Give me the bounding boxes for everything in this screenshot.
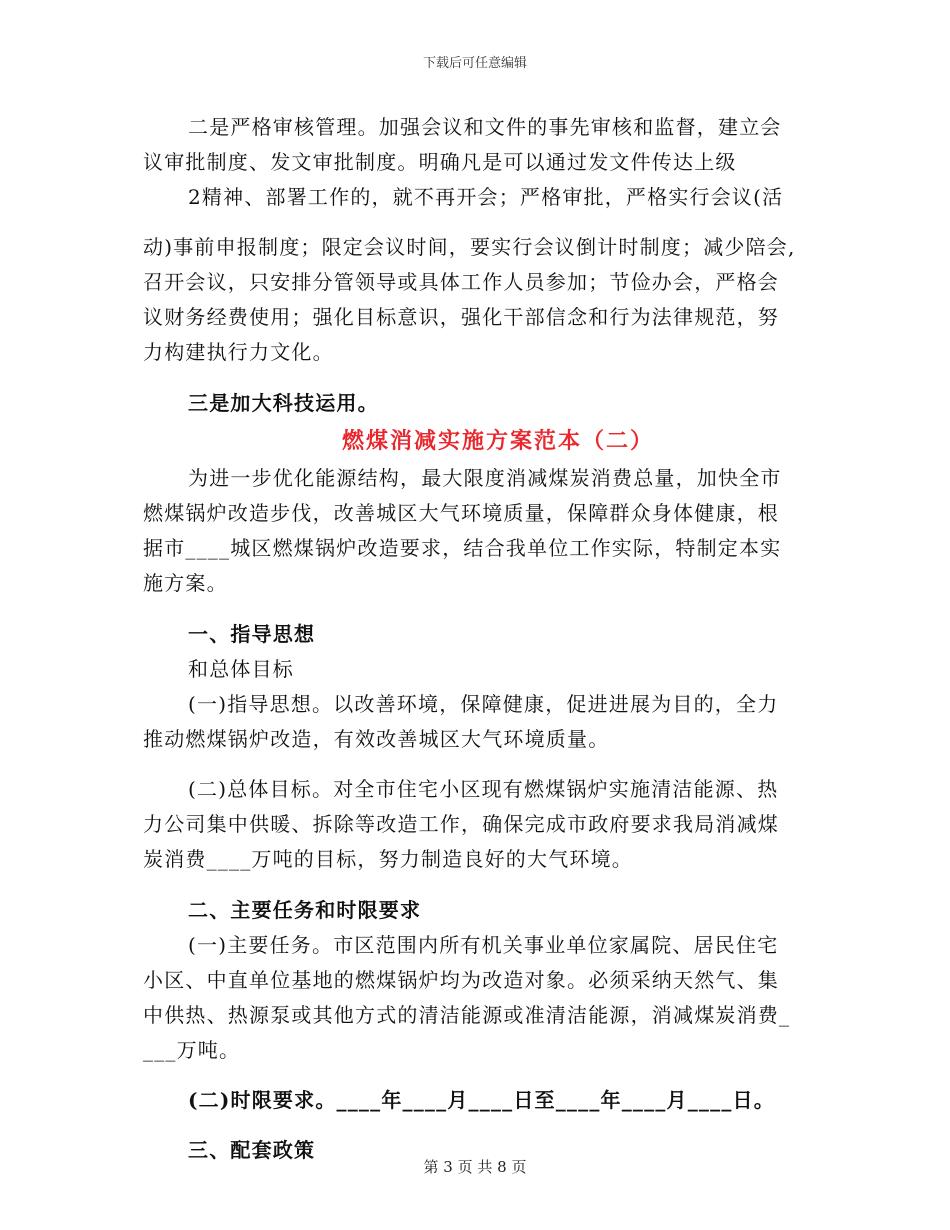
paragraph-line: 燃煤锅炉改造步伐，改善城区大气环境质量，保障群众身体健康，根: [143, 501, 779, 525]
page-number: 第 3 页 共 8 页: [423, 1158, 527, 1176]
document-title: 燃煤消减实施方案范本（二）: [341, 428, 654, 454]
paragraph-line: 中供热、热源泵或其他方式的清洁能源或准清洁能源，消减煤炭消费_: [143, 1003, 791, 1027]
paragraph-line: 和总体目标: [188, 657, 294, 681]
paragraph-line: 力公司集中供暖、拆除等改造工作，确保完成市政府要求我局消减煤: [143, 812, 779, 836]
paragraph-line: 炭消费____万吨的目标，努力制造良好的大气环境。: [143, 847, 633, 871]
timeline-requirement: (二)时限要求。____年____月____日至____年____月____日。: [188, 1088, 775, 1112]
paragraph-line: (一)指导思想。以改善环境，保障健康，促进进展为目的，全力: [188, 692, 779, 716]
section-heading: 二、主要任务和时限要求: [188, 898, 422, 922]
paragraph-line: 据市____城区燃煤锅炉改造要求，结合我单位工作实际，特制定本实: [143, 536, 782, 560]
paragraph-line: 2精神、部署工作的，就不再开会；严格审批，严格实行会议(活: [188, 185, 784, 209]
paragraph-line: 力构建执行力文化。: [143, 340, 334, 364]
paragraph-line: ___万吨。: [143, 1038, 241, 1062]
paragraph-line: 召开会议，只安排分管领导或具体工作人员参加；节俭办会，严格会: [143, 270, 779, 294]
paragraph-line: (二)总体目标。对全市住宅小区现有燃煤锅炉实施清洁能源、热: [188, 777, 779, 801]
paragraph-line: (一)主要任务。市区范围内所有机关事业单位家属院、居民住宅: [188, 933, 779, 957]
document-body: [143, 110, 823, 1168]
paragraph-line: 动)事前申报制度；限定会议时间，要实行会议倒计时制度；减少陪会,: [143, 235, 796, 259]
paragraph-line: 为进一步优化能源结构，最大限度消减煤炭消费总量，加快全市: [188, 466, 782, 490]
paragraph-line: 推动燃煤锅炉改造，有效改善城区大气环境质量。: [143, 727, 610, 751]
paragraph-line: 议财务经费使用；强化目标意识，强化干部信念和行为法律规范，努: [143, 305, 779, 329]
section-heading: 三、配套政策: [188, 1138, 316, 1162]
paragraph-line: 小区、中直单位基地的燃煤锅炉均为改造对象。必须采纳天然气、集: [143, 968, 779, 992]
header-note: 下载后可任意编辑: [422, 56, 527, 71]
section-heading: 三是加大科技运用。: [188, 391, 379, 415]
paragraph-line: 二是严格审核管理。加强会议和文件的事先审核和监督，建立会: [188, 115, 782, 139]
section-heading: 一、指导思想: [188, 622, 316, 646]
paragraph-line: 议审批制度、发文审批制度。明确凡是可以通过发文件传达上级: [143, 150, 737, 174]
paragraph-line: 施方案。: [143, 571, 228, 595]
